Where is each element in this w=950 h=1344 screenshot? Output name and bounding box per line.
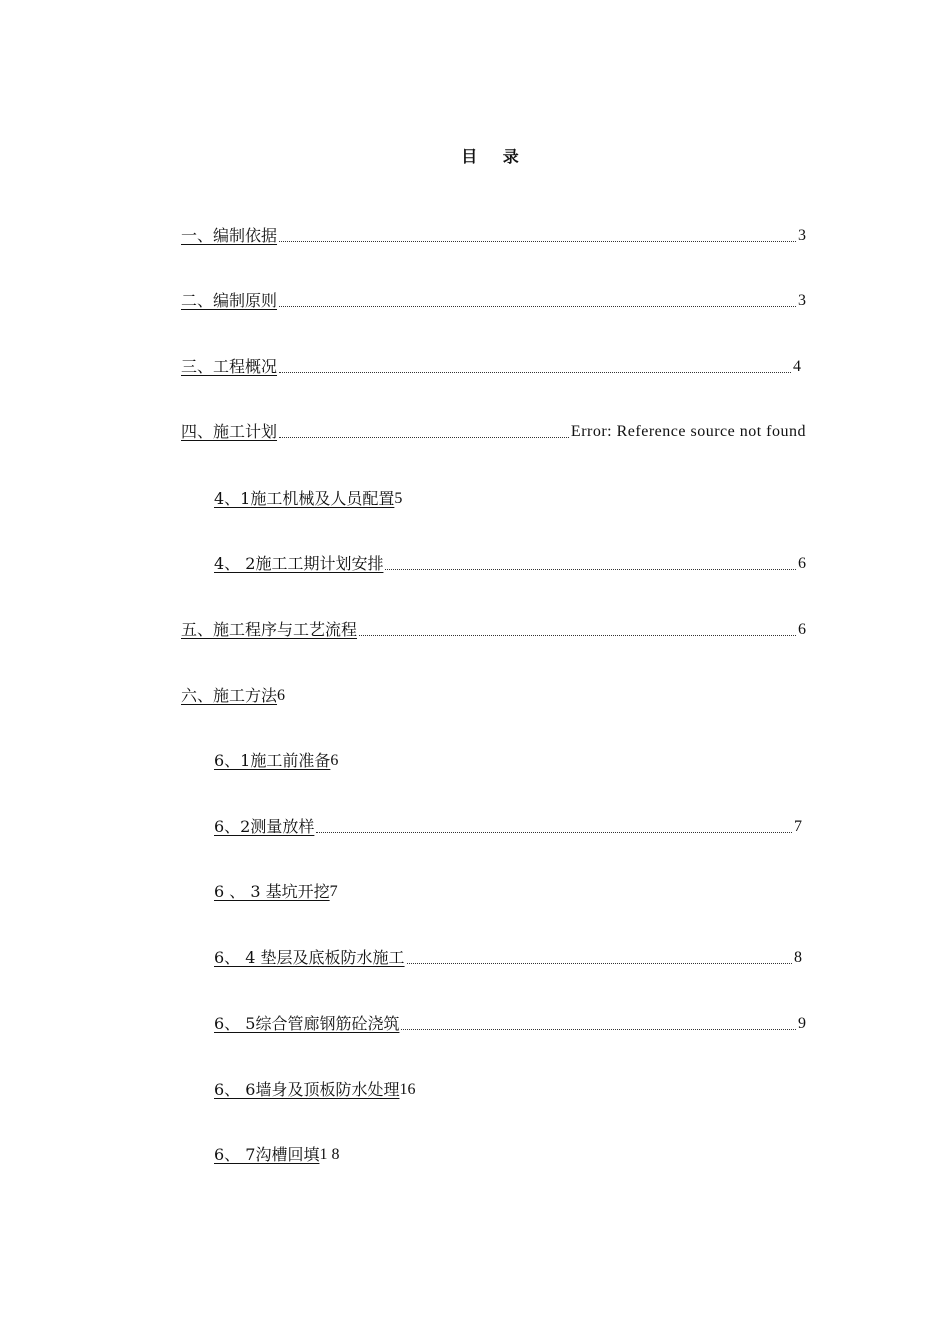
toc-entry[interactable] [214, 550, 806, 574]
toc-entry-label: 4、1施工机械及人员配置 [214, 489, 395, 508]
toc-entry-page-error: Error: Reference source not found [570, 423, 806, 440]
toc-entry-page: 6 [798, 621, 806, 638]
toc-entry-page: 6 [277, 687, 286, 704]
toc-entry-page: 7 [794, 818, 802, 835]
dot-leader [279, 371, 791, 373]
toc-entry[interactable] [214, 1076, 474, 1100]
toc-entry[interactable] [214, 944, 802, 968]
toc-entry-page: 7 [329, 883, 338, 900]
dot-leader [385, 568, 796, 570]
dot-leader [316, 831, 792, 833]
toc-entry[interactable] [214, 747, 414, 771]
toc-entry[interactable] [181, 616, 806, 640]
toc-entry[interactable] [214, 878, 414, 902]
toc-entry-label: 4、 2施工工期计划安排 [214, 554, 384, 573]
toc-entry-page: 16 [399, 1081, 416, 1098]
toc-entry-page: 8 [794, 949, 802, 966]
dot-leader [401, 1028, 796, 1030]
toc-entry-page: 9 [798, 1015, 806, 1032]
toc-title: 目 录 [461, 147, 529, 166]
toc-entry[interactable] [181, 222, 806, 246]
toc-entry-label: 二、编制原则 [181, 291, 278, 310]
dot-leader [279, 240, 796, 242]
toc-entry-label: 五、施工程序与工艺流程 [181, 620, 358, 639]
toc-entry-label: 6 、 3 基坑开挖 [214, 882, 330, 901]
toc-entry-page: 4 [793, 358, 801, 375]
toc-entry-label: 6、 5综合管廊钢筋砼浇筑 [214, 1014, 400, 1033]
dot-leader [407, 962, 792, 964]
dot-leader [279, 436, 569, 438]
toc-entry-label: 四、施工计划 [181, 422, 278, 441]
dot-leader [279, 305, 796, 307]
toc-entry-page: 6 [798, 555, 806, 572]
toc-entry-label: 6、 6墙身及顶板防水处理 [214, 1080, 400, 1099]
toc-entry[interactable] [214, 485, 474, 509]
toc-entry-label: 6、 7沟槽回填 [214, 1145, 320, 1164]
toc-entry-page: 6 [330, 752, 339, 769]
toc-entry[interactable] [181, 682, 381, 706]
toc-entry-label: 6、1施工前准备 [214, 751, 331, 770]
toc-entry[interactable] [214, 813, 802, 837]
toc-entry-label: 6、2测量放样 [214, 817, 315, 836]
toc-entry[interactable] [181, 353, 801, 377]
toc-entry-label: 6、 4 垫层及底板防水施工 [214, 948, 405, 967]
toc-entry[interactable] [214, 1010, 806, 1034]
toc-entry-page: 5 [394, 490, 403, 507]
dot-leader [359, 634, 796, 636]
toc-entry-label: 一、编制依据 [181, 226, 278, 245]
toc-entry-page: 1 8 [319, 1146, 340, 1163]
toc-entry[interactable] [181, 287, 806, 311]
toc-entry-page: 3 [798, 227, 806, 244]
toc-entry[interactable] [214, 1141, 414, 1165]
toc-entry-label: 六、施工方法 [181, 686, 278, 705]
toc-entry-page: 3 [798, 292, 806, 309]
toc-entry-label: 三、工程概况 [181, 357, 278, 376]
toc-entry[interactable] [181, 418, 806, 442]
